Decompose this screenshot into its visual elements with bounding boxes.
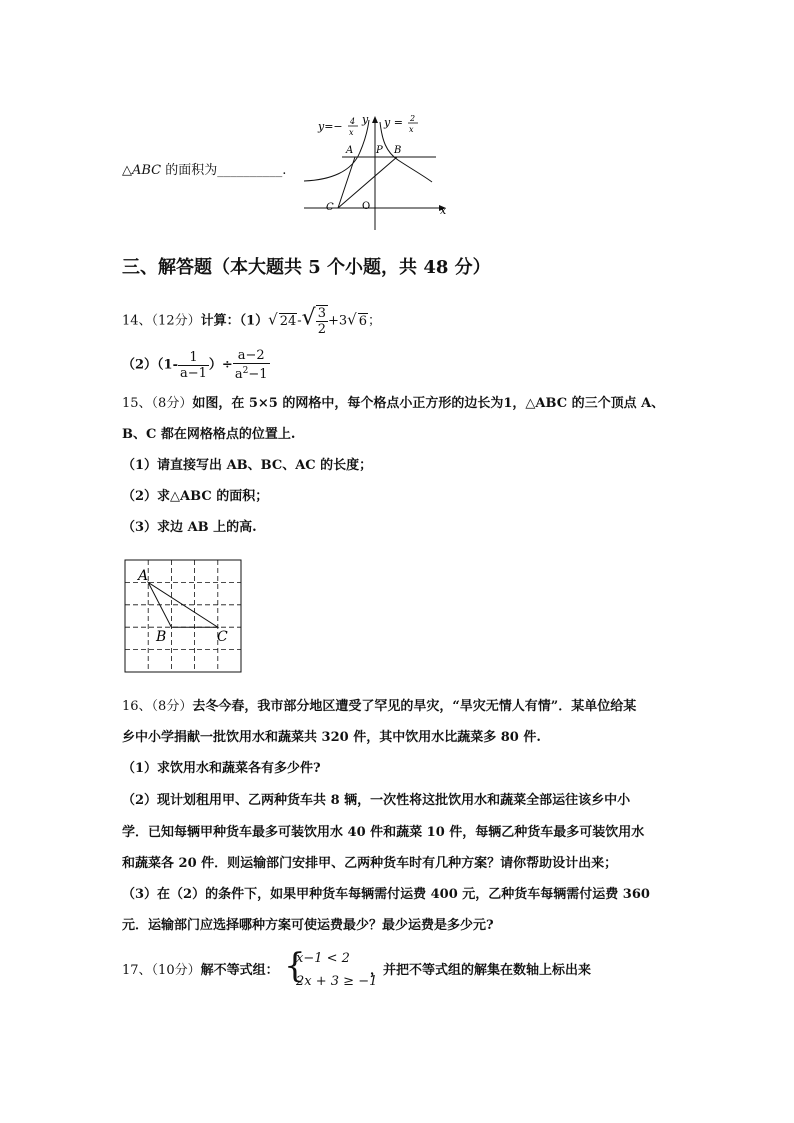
q15-item2: （2）求△ABC 的面积； — [122, 489, 269, 504]
fraction-3-over-2 — [316, 305, 328, 337]
label-right-den: x — [409, 125, 414, 134]
grid-label-a: A — [138, 568, 149, 584]
q16-item3-line1: （3）在（2）的条件下，如果甲种货车每辆需付运费 400 元，乙种货车每辆需付运费 360 — [122, 887, 650, 902]
denominator-rest: −1 — [248, 367, 268, 382]
label-origin: O — [362, 201, 371, 212]
q13-period: . — [282, 163, 287, 178]
label-point-b: B — [394, 145, 402, 156]
q15-line1 — [122, 395, 664, 413]
q16-item1: （1）求饮用水和蔬菜各有多少件? — [122, 761, 321, 776]
q16-item3-line2: 元．运输部门应选择哪种方案可使运费最少？最少运费是多少元? — [122, 918, 494, 933]
q13-text: 的面积为 — [161, 163, 218, 178]
answer-blank[interactable]: __________ — [217, 163, 283, 178]
q16-number: 16、（8分） — [122, 699, 193, 714]
grid-label-b: B — [156, 629, 167, 645]
label-x-axis: x — [440, 204, 447, 217]
fraction-denominator: 2 — [317, 322, 326, 337]
fraction-numerator: 1 — [178, 350, 209, 366]
q15-line2: B、C 都在网格格点的位置上. — [122, 427, 296, 442]
q17-head — [122, 962, 279, 980]
q16-item2-line3: 和蔬菜各 20 件．则运输部门安排甲、乙两种货车时有几种方案？请你帮助设计出来； — [122, 856, 618, 871]
fraction-denominator: a−1 — [180, 365, 207, 381]
q17-tail: ，并把不等式组的解集在数轴上标出来 — [370, 963, 592, 978]
q16-item2-line2: 学．已知每辆甲种货车最多可装饮用水 40 件和蔬菜 10 件，每辆乙种货车最多可装饮用水 — [122, 825, 645, 840]
q16-line1 — [122, 698, 636, 716]
sqrt-icon: √ — [268, 310, 278, 329]
label-left-function: y=− — [318, 120, 343, 133]
radicand-24: 24 — [279, 313, 297, 329]
inequality-1: x−1 < 2 — [296, 951, 350, 966]
radicand-6: 6 — [358, 313, 367, 329]
q16-item2-line1: （2）现计划租用甲、乙两种货车共 8 辆，一次性将这批饮用水和蔬菜全部运往该乡中小 — [122, 793, 631, 808]
label-point-c: C — [326, 202, 334, 213]
label-point-p: P — [376, 145, 383, 156]
sqrt-fraction-icon: √ — [301, 305, 316, 331]
q16-text-1: 去冬今春，我市部分地区遭受了罕见的旱灾，“旱灾无情人有情”．某单位给某 — [192, 699, 637, 714]
y-axis-arrow-icon — [372, 116, 378, 123]
denominator-exponent: 2 — [242, 366, 249, 376]
q14-part1-label: （1） — [239, 313, 269, 329]
q14-part2-label: （2）（1- — [122, 357, 178, 373]
q14-label: 计算： — [200, 313, 240, 329]
q14-line2 — [122, 348, 270, 382]
q15-text-1: 如图，在 5×5 的网格中，每个格点小正方形的边长为1，△ABC 的三个顶点 A、 — [192, 396, 665, 411]
q17-number: 17、（10分） — [122, 963, 201, 978]
label-right-function: y = — [384, 116, 403, 129]
reciprocal-function-graph — [300, 110, 460, 234]
fraction-numerator: 3 — [317, 306, 326, 321]
label-left-den: x — [349, 128, 354, 137]
grid-label-c: C — [217, 629, 228, 645]
fraction-one-over-a-minus-1 — [178, 350, 209, 381]
triangle-name: ABC — [132, 163, 162, 178]
fraction-denominator — [233, 364, 270, 382]
label-left-num: 4 — [350, 117, 356, 126]
triangle-symbol: △ — [122, 163, 132, 178]
curve-right — [380, 122, 432, 182]
label-y-axis: y — [362, 113, 369, 126]
q14-line1 — [122, 305, 381, 337]
denominator-base: a — [234, 367, 243, 382]
grid-figure — [120, 556, 246, 676]
fraction-a-minus-2-over-a2-minus-1 — [233, 348, 270, 382]
label-point-a: A — [346, 145, 354, 156]
semicolon: ； — [368, 313, 382, 329]
label-right-num: 2 — [410, 114, 416, 123]
q15-item1: （1）请直接写出 AB、BC、AC 的长度； — [122, 458, 373, 473]
inequality-2: 2x + 3 ≥ −1 — [296, 974, 378, 989]
q13-area-question — [122, 162, 286, 180]
q14-number: 14、（12分） — [122, 313, 201, 329]
fraction-numerator: a−2 — [233, 348, 270, 364]
left-brace-icon: { — [284, 946, 306, 986]
q15-number: 15、（8分） — [122, 396, 193, 411]
sqrt-six-icon: √ — [347, 310, 357, 329]
plus-three: +3 — [327, 313, 348, 329]
q17-label: 解不等式组： — [200, 963, 279, 978]
minus-sign: - — [297, 313, 302, 329]
q16-line2: 乡中小学捐献一批饮用水和蔬菜共 320 件，其中饮用水比蔬菜多 80 件. — [122, 730, 541, 745]
section-title: 三、解答题（本大题共 5 个小题，共 48 分） — [122, 257, 491, 278]
q14-close-divide: ）÷ — [208, 357, 233, 373]
q15-item3: （3）求边 AB 上的高. — [122, 520, 257, 535]
